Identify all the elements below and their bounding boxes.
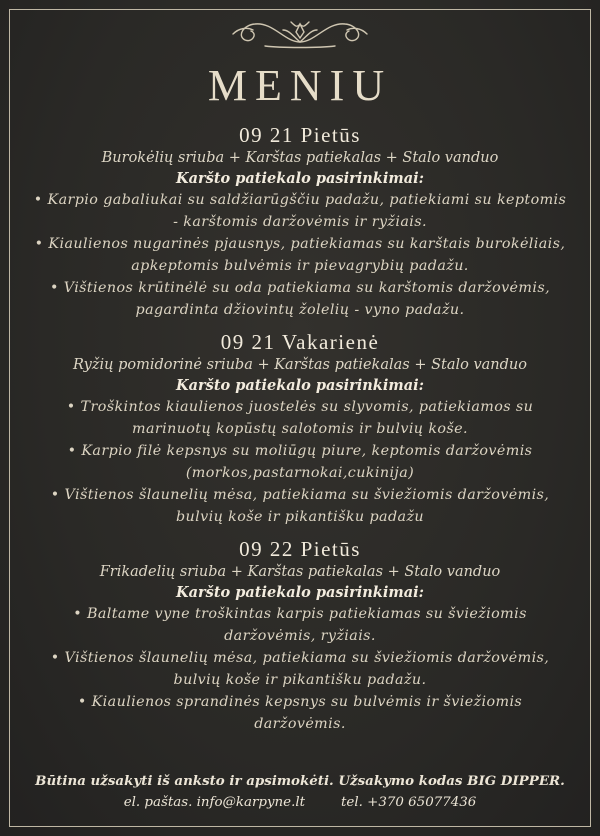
contact-line	[10, 792, 590, 814]
dish-item: • Vištienos krūtinėlė su oda patiekiama su karštomis daržovėmis, pagardinta džiovintų žolelių - vyno padažu.	[49, 280, 551, 318]
section-heading: 09 21 Vakarienė	[220, 330, 380, 354]
page-title: MENIU	[207, 61, 393, 110]
dish-item: • Kiaulienos sprandinės kepsnys su bulvėmis ir šviežiomis daržovėmis.	[77, 694, 523, 732]
menu-section	[20, 536, 580, 735]
menu-section	[20, 122, 580, 321]
choices-label: Karšto patiekalo pasirinkimai:	[176, 584, 424, 601]
dish-item: • Karpio gabaliukai su saldžiarūgščiu padažu, patiekiami su keptomis - karštomis daržovėmis ir ryžiais.	[33, 192, 567, 230]
section-subtitle: Burokėlių sriuba + Karštas patiekalas + Stalo vanduo	[101, 150, 499, 166]
choices-label: Karšto patiekalo pasirinkimai:	[176, 170, 424, 187]
section-heading: 09 21 Pietūs	[239, 123, 361, 147]
section-subtitle: Ryžių pomidorinė sriuba + Karštas patiekalas + Stalo vanduo	[72, 357, 527, 373]
email-text[interactable]: el. paštas. info@karpyne.lt	[123, 795, 306, 810]
dish-item: • Vištienos šlaunelių mėsa, patiekiama su šviežiomis daržovėmis, bulvių koše ir pikantišku padažu	[50, 487, 550, 525]
choices-label: Karšto patiekalo pasirinkimai:	[176, 377, 424, 394]
order-note: Būtina užsakyti iš anksto ir apsimokėti. Užsakymo kodas BIG DIPPER.	[35, 773, 565, 789]
dish-item: • Baltame vyne troškintas karpis patiekiamas su šviežiomis daržovėmis, ryžiais.	[73, 606, 527, 644]
phone-text[interactable]: tel. +370 65077436	[341, 795, 477, 810]
section-subtitle: Frikadelių sriuba + Karštas patiekalas + Stalo vanduo	[99, 564, 501, 580]
section-heading: 09 22 Pietūs	[239, 537, 361, 561]
dish-item: • Troškintos kiaulienos juostelės su slyvomis, patiekiamos su marinuotų kopūstų salotomis ir bulvių koše.	[66, 399, 534, 437]
menu-content	[20, 122, 580, 743]
dish-item: • Kiaulienos nugarinės pjausnys, patiekiamas su karštais burokėliais, apkeptomis bulvėmis ir pievagrybių padažu.	[34, 236, 566, 274]
menu-section	[20, 329, 580, 528]
flourish-ornament-icon	[225, 12, 375, 52]
dish-item: • Vištienos šlaunelių mėsa, patiekiama su šviežiomis daržovėmis, bulvių koše ir pikantišku padažu.	[50, 650, 550, 688]
footer	[10, 770, 590, 814]
dish-item: • Karpio filė kepsnys su moliūgų piure, keptomis daržovėmis (morkos,pastarnokai,cukinija)	[67, 443, 533, 481]
